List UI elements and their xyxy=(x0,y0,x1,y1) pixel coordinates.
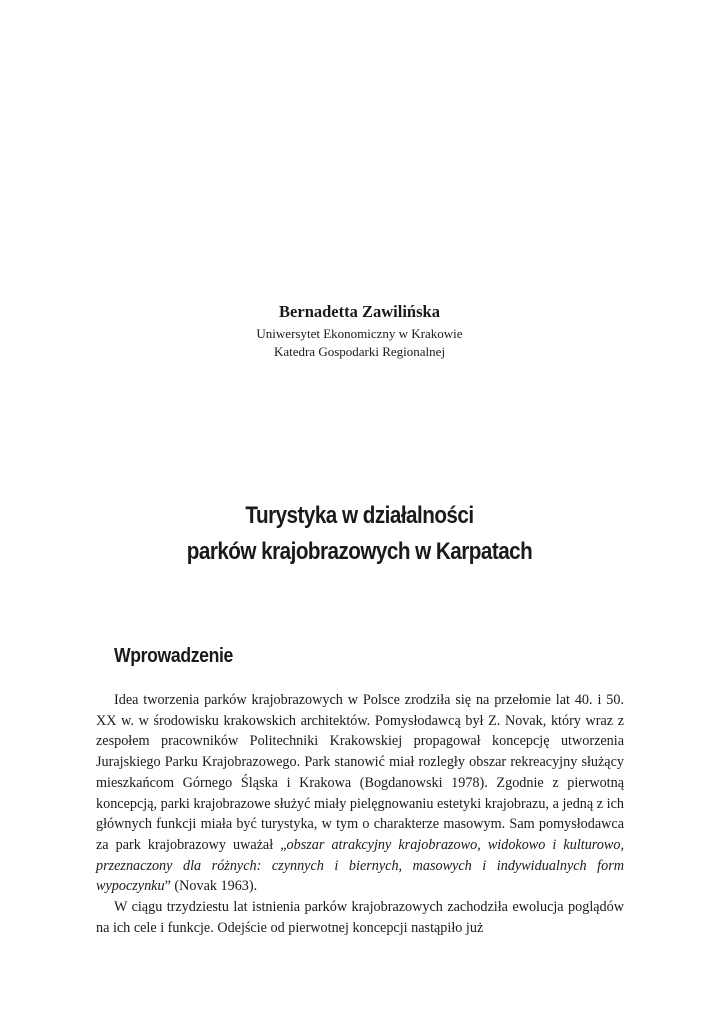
article-title-line-2: parków krajobrazowych w Karpatach xyxy=(186,538,533,565)
author-name: Bernadetta Zawilińska xyxy=(279,302,440,321)
affiliation-university: Uniwersytet Ekonomiczny w Krakowie xyxy=(256,326,463,341)
section-heading: Wprowadzenie xyxy=(114,645,233,667)
body-text xyxy=(96,690,624,938)
paragraph-1-quote: obszar atrakcyjny krajobrazowo, widokowo i kulturowo, przeznaczony dla różnych: czynnych i biernych, masowych i indywidualnych form wypoczynku xyxy=(96,836,624,895)
paragraph-1-text: Idea tworzenia parków krajobrazowych w Polsce zrodziła się na przełomie lat 40. i 50. XX w. w środowisku krakowskich architektów. Pomysłodawcą był Z. Novak, który wraz z zespołem pracowników Politechniki Krakowskiej propagował koncepcję utworzenia Jurajskiego Parku Krajobrazowego. Park stanowić miał rozległy obszar rekreacyjny służący mieszkańcom Górnego Śląska i Krakowa (Bogdanowski 1978). Zgodnie z pierwotną koncepcją, parki krajobrazowe służyć miały pielęgnowaniu estetyki krajobrazu, a jedną z ich głównych funkcji miała być turystyka, w tym o charakterze masowym. Sam pomysłodawca za park krajobrazowy uważał „ xyxy=(96,692,624,853)
article-title xyxy=(0,498,719,570)
author-block xyxy=(0,301,719,361)
paragraph-2-text: W ciągu trzydziestu lat istnienia parków krajobrazowych zachodziła ewolucja poglądów na ich cele i funkcje. Odejście od pierwotnej koncepcji nastąpiło już xyxy=(96,899,624,936)
article-title-line-1: Turystyka w działalności xyxy=(245,502,474,529)
paragraph-1-citation: ” (Novak 1963). xyxy=(164,878,258,895)
paragraph-2 xyxy=(96,897,624,938)
affiliation-department: Katedra Gospodarki Regionalnej xyxy=(273,344,446,359)
paragraph-1 xyxy=(96,690,624,897)
